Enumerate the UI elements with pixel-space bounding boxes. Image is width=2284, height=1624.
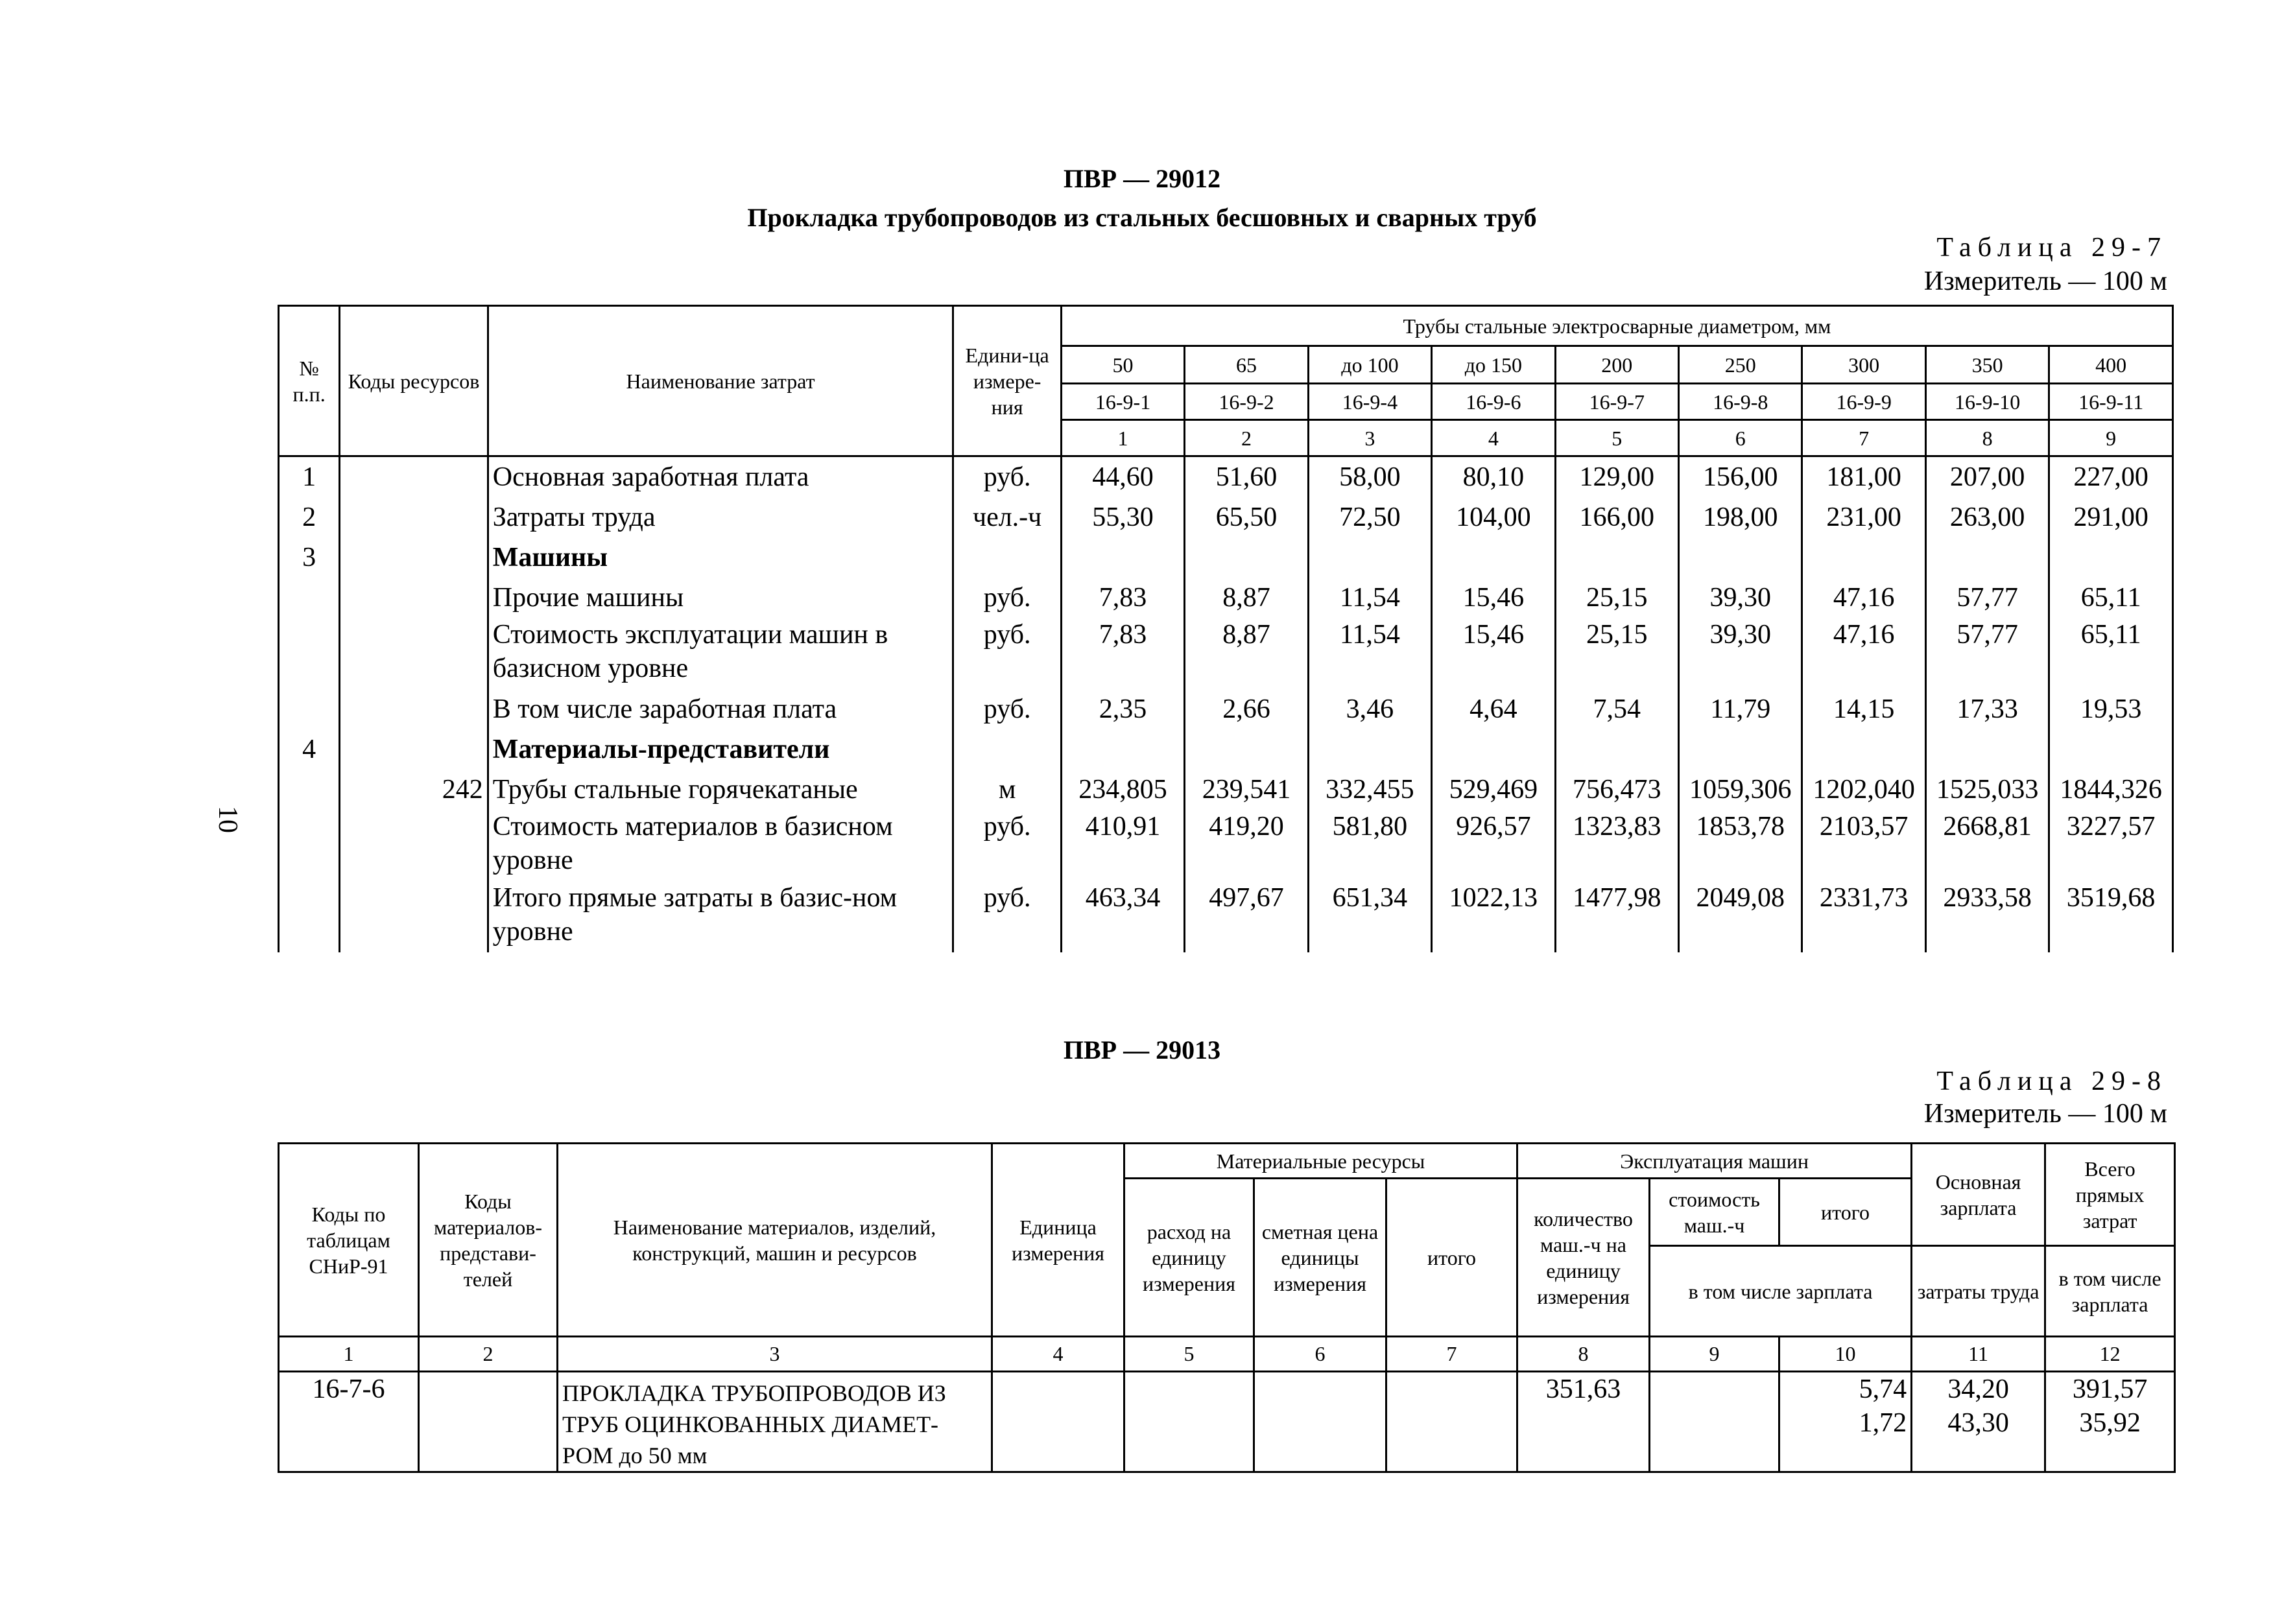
code-cell: 16-9-1: [1061, 384, 1184, 420]
row-number: [283, 618, 335, 689]
row-value: 57,77: [1957, 620, 2018, 650]
row-mat-code: [419, 1372, 558, 1472]
header-codes: Коды ресурсов: [340, 306, 488, 456]
row-resource-code: [344, 457, 483, 497]
row-value: 14,15: [1833, 694, 1895, 724]
row-number: [283, 810, 335, 881]
h2-incl-salary: в том числе зарплата: [2045, 1246, 2175, 1337]
row-value: [1434, 729, 1552, 770]
code-cell: 16-9-8: [1679, 384, 1802, 420]
row-value: [1681, 729, 1800, 770]
row-value: 65,50: [1215, 502, 1278, 532]
row-value: 651,34: [1332, 883, 1408, 913]
col-num: 8: [1925, 420, 2049, 456]
row-name: В том числе заработная плата: [492, 694, 837, 724]
row-resource-code: [344, 497, 483, 537]
row-unit: чел.-ч: [972, 502, 1042, 532]
code-cell: 16-9-9: [1802, 384, 1925, 420]
section-code: ПВР — 29012: [1063, 164, 1221, 193]
row-value: 129,00: [1579, 462, 1655, 492]
col-num: 9: [1650, 1337, 1779, 1372]
row-value: [1558, 537, 1676, 578]
row-value: 51,60: [1215, 462, 1278, 492]
row-value: [2051, 537, 2171, 578]
row-name: Прочие машины: [492, 583, 684, 613]
col-values: [1308, 456, 1431, 953]
row-value: [1928, 537, 2047, 578]
row-value: 2103,57: [1819, 812, 1909, 841]
row-value: 72,50: [1339, 502, 1401, 532]
col-values: [1432, 456, 1555, 953]
row-value: [1681, 537, 1800, 578]
row-resource-code: [344, 537, 483, 578]
row-unit: руб.: [983, 583, 1031, 613]
col-num: 6: [1679, 420, 1802, 456]
row-name: Стоимость эксплуатации машин в базисном уровне: [492, 620, 888, 683]
col-num: 6: [1254, 1337, 1386, 1372]
code-cell: 16-9-10: [1925, 384, 2049, 420]
row-value: 198,00: [1702, 502, 1778, 532]
row-name: Трубы стальные горячекатаные: [492, 775, 858, 805]
row-value: 231,00: [1826, 502, 1901, 532]
row-c10-a: 5,74: [1859, 1374, 1907, 1404]
row-name: Основная заработная плата: [492, 462, 809, 492]
col-values: [1679, 456, 1802, 953]
row-value: [1434, 537, 1552, 578]
row-c10-b: 1,72: [1859, 1408, 1907, 1438]
row-value: [1558, 729, 1676, 770]
row-value: 291,00: [2073, 502, 2148, 532]
row-c12-a: 391,57: [2072, 1374, 2148, 1404]
table-label: Таблица 29-7: [1936, 233, 2167, 263]
row-value: 2331,73: [1819, 883, 1909, 913]
col-num: 8: [1517, 1337, 1650, 1372]
row-value: 25,15: [1586, 620, 1648, 650]
row-value: 55,30: [1092, 502, 1154, 532]
row-value: 8,87: [1222, 620, 1270, 650]
diam-cell: 400: [2049, 346, 2173, 384]
row-value: 1477,98: [1573, 883, 1661, 913]
row-unit: руб.: [983, 883, 1031, 913]
row-value: 529,469: [1449, 775, 1538, 805]
row-name: Затраты труда: [492, 502, 656, 532]
diam-cell: 65: [1185, 346, 1308, 384]
col-values: [1925, 456, 2049, 953]
row-resource-code: [344, 729, 483, 770]
row-number: [283, 881, 335, 952]
h2-consumption: расход на единицу измерения: [1124, 1179, 1254, 1337]
row-number: 2: [302, 502, 316, 532]
row-value: 2,35: [1099, 694, 1147, 724]
h2-total-direct: Всего прямых затрат: [2045, 1144, 2175, 1246]
row-section-heading: Материалы-представители: [492, 735, 830, 764]
row-value: 2049,08: [1696, 883, 1785, 913]
row-value: [1311, 537, 1429, 578]
col-codes: [340, 456, 488, 953]
col-num: 1: [1061, 420, 1184, 456]
row-value: 1323,83: [1573, 812, 1661, 841]
row-value: 463,34: [1085, 883, 1161, 913]
row-value: 15,46: [1462, 583, 1525, 613]
row-value: 7,54: [1593, 694, 1641, 724]
col-num: 3: [558, 1337, 992, 1372]
table-meter: Измеритель — 100 м: [1923, 266, 2167, 296]
row-value: [1064, 729, 1182, 770]
row-value: 65,11: [2080, 620, 2141, 650]
row-unit: руб.: [983, 694, 1031, 724]
row-unit: руб.: [983, 812, 1031, 841]
row-c12: [2045, 1372, 2175, 1472]
section2-code: ПВР — 29013: [1063, 1035, 1221, 1065]
row-section-heading: Машины: [492, 543, 608, 572]
col-num: 1: [279, 1337, 419, 1372]
h2-material-group: Материальные ресурсы: [1124, 1144, 1517, 1179]
col-num: 7: [1386, 1337, 1517, 1372]
col-values: [1802, 456, 1925, 953]
h2-base-salary: Основная зарплата: [1912, 1144, 2045, 1246]
row-number: 1: [302, 462, 316, 492]
row-value: [1187, 729, 1305, 770]
col-values: [1061, 456, 1184, 953]
row-value: 497,67: [1209, 883, 1284, 913]
row-value: 3227,57: [2066, 812, 2156, 841]
row-value: 1059,306: [1689, 775, 1792, 805]
row-resource-code: 242: [442, 775, 483, 805]
row-c7: [1386, 1372, 1517, 1472]
col-names: [488, 456, 953, 953]
h2-machine-salary: в том числе зарплата: [1650, 1246, 1912, 1337]
row-value: 207,00: [1949, 462, 2025, 492]
row-value: 80,10: [1462, 462, 1525, 492]
row-value: 756,473: [1573, 775, 1661, 805]
col-num: 4: [992, 1337, 1124, 1372]
row-value: 1202,040: [1813, 775, 1915, 805]
col-values: [1185, 456, 1308, 953]
row-value: 1022,13: [1449, 883, 1538, 913]
row-value: 8,87: [1222, 583, 1270, 613]
row-value: 239,541: [1202, 775, 1291, 805]
row-name: Итого прямые затраты в базис-ном уровне: [492, 883, 898, 947]
row-unit: [958, 537, 1056, 578]
row-value: 4,64: [1469, 694, 1517, 724]
row-value: 19,53: [2080, 694, 2142, 724]
row-c11-b: 43,30: [1947, 1408, 2009, 1438]
row-unit: [958, 729, 1056, 770]
row-value: 11,79: [1710, 694, 1771, 724]
h2-unit: Единица измерения: [992, 1144, 1124, 1337]
row-name: ПРОКЛАДКА ТРУБОПРОВОДОВ ИЗ ТРУБ ОЦИНКОВАННЫХ ДИАМЕТ-РОМ до 50 мм: [558, 1372, 992, 1472]
row-name: Стоимость материалов в базисном уровне: [492, 812, 893, 875]
col-numbers: [279, 456, 340, 953]
col-num: 10: [1779, 1337, 1912, 1372]
row-value: 332,455: [1326, 775, 1414, 805]
table2-label: Таблица 29-8: [1936, 1066, 2167, 1096]
row-value: 39,30: [1709, 583, 1771, 613]
h2-machine-cost: стоимость маш.-ч: [1650, 1179, 1779, 1246]
col-num: 5: [1555, 420, 1678, 456]
row-value: 25,15: [1586, 583, 1648, 613]
col-num: 4: [1432, 420, 1555, 456]
row-value: [1804, 537, 1923, 578]
row-value: [2051, 729, 2171, 770]
row-value: 1525,033: [1936, 775, 2039, 805]
h2-machine-total: итого: [1779, 1179, 1912, 1246]
col-num: 2: [419, 1337, 558, 1372]
diam-cell: 300: [1802, 346, 1925, 384]
row-value: 17,33: [1957, 694, 2018, 724]
code-cell: 16-9-11: [2049, 384, 2173, 420]
row-value: 156,00: [1702, 462, 1778, 492]
header-num: № п.п.: [279, 306, 340, 456]
table-body: [279, 456, 2173, 953]
row-value: 47,16: [1833, 583, 1895, 613]
row-value: 44,60: [1092, 462, 1154, 492]
col-num: 5: [1124, 1337, 1254, 1372]
resource-table-29-8: [278, 1142, 2176, 1473]
row-resource-code: [344, 618, 483, 689]
row-value: 7,83: [1099, 583, 1147, 613]
row-number: [283, 689, 335, 729]
row-value: 104,00: [1456, 502, 1531, 532]
row-unit: [992, 1372, 1124, 1472]
row-value: 7,83: [1099, 620, 1147, 650]
row-number: [283, 578, 335, 618]
row-value: 234,805: [1078, 775, 1167, 805]
diam-cell: 350: [1925, 346, 2049, 384]
row-c12-b: 35,92: [2079, 1408, 2141, 1438]
row-c9: [1650, 1372, 1779, 1472]
code-cell: 16-9-6: [1432, 384, 1555, 420]
row-value: 2668,81: [1943, 812, 2032, 841]
header-unit: Едини-ца измере-ния: [953, 306, 1061, 456]
header-group: Трубы стальные электросварные диаметром, мм: [1061, 306, 2172, 346]
code-cell: 16-9-7: [1555, 384, 1678, 420]
h2-machine-group: Эксплуатация машин: [1517, 1144, 1912, 1179]
row-value: 57,77: [1957, 583, 2018, 613]
diam-cell: 50: [1061, 346, 1184, 384]
col-num: 12: [2045, 1337, 2175, 1372]
row-value: 1844,326: [2060, 775, 2162, 805]
row-value: 47,16: [1833, 620, 1895, 650]
h2-labor: затраты труда: [1912, 1246, 2045, 1337]
row-c11-a: 34,20: [1947, 1374, 2009, 1404]
diam-cell: до 150: [1432, 346, 1555, 384]
h2-codes-snip: Коды по таблицам СНиР-91: [279, 1144, 419, 1337]
col-num: 9: [2049, 420, 2173, 456]
row-value: 227,00: [2073, 462, 2148, 492]
row-c6: [1254, 1372, 1386, 1472]
col-values: [1555, 456, 1678, 953]
diam-cell: 200: [1555, 346, 1678, 384]
code-cell: 16-9-4: [1308, 384, 1431, 420]
row-value: 926,57: [1456, 812, 1531, 841]
diam-cell: до 100: [1308, 346, 1431, 384]
row-c5: [1124, 1372, 1254, 1472]
row-value: 11,54: [1339, 620, 1400, 650]
row-c10: [1779, 1372, 1912, 1472]
row-value: 39,30: [1709, 620, 1771, 650]
row-value: 2,66: [1222, 694, 1270, 724]
code-cell: 16-9-2: [1185, 384, 1308, 420]
row-number: 3: [302, 543, 316, 572]
col-num: 11: [1912, 1337, 2045, 1372]
row-value: 410,91: [1085, 812, 1161, 841]
row-resource-code: [344, 810, 483, 881]
row-value: 263,00: [1949, 502, 2025, 532]
row-value: 15,46: [1462, 620, 1525, 650]
h2-material-total: итого: [1386, 1179, 1517, 1337]
row-value: [1311, 729, 1429, 770]
row-value: [1928, 729, 2047, 770]
row-code: 16-7-6: [279, 1372, 419, 1472]
col-values: [2049, 456, 2173, 953]
table2-meter: Измеритель — 100 м: [1923, 1099, 2167, 1129]
t2-column-number-row: [279, 1337, 2175, 1372]
header-name: Наименование затрат: [488, 306, 953, 456]
col-num: 2: [1185, 420, 1308, 456]
row-value: 65,11: [2080, 583, 2141, 613]
row-resource-code: [344, 578, 483, 618]
h2-machine-hours: количество маш.-ч на единицу измерения: [1517, 1179, 1650, 1337]
h2-name: Наименование материалов, изделий, конструкций, машин и ресурсов: [558, 1144, 992, 1337]
row-unit: м: [998, 775, 1016, 805]
h2-codes-mat: Коды материалов-представи-телей: [419, 1144, 558, 1337]
row-value: 581,80: [1332, 812, 1408, 841]
table-row: [279, 1372, 2175, 1472]
diam-cell: 250: [1679, 346, 1802, 384]
row-value: [1804, 729, 1923, 770]
row-value: 181,00: [1826, 462, 1901, 492]
row-number: 4: [302, 735, 316, 764]
row-value: [1064, 537, 1182, 578]
row-number: [283, 770, 335, 810]
row-value: 58,00: [1339, 462, 1401, 492]
page-number: 10: [213, 806, 243, 833]
resource-table-29-7: [278, 305, 2174, 952]
row-unit: руб.: [983, 462, 1031, 492]
row-value: 11,54: [1339, 583, 1400, 613]
row-resource-code: [344, 689, 483, 729]
row-value: 3,46: [1346, 694, 1394, 724]
col-units: [953, 456, 1061, 953]
row-c11: [1912, 1372, 2045, 1472]
row-value: 1853,78: [1696, 812, 1785, 841]
row-resource-code: [344, 881, 483, 952]
row-value: 419,20: [1209, 812, 1284, 841]
col-num: 3: [1308, 420, 1431, 456]
row-value: 3519,68: [2066, 883, 2156, 913]
row-value: 166,00: [1579, 502, 1655, 532]
section-title: Прокладка трубопроводов из стальных бесшовных и сварных труб: [747, 203, 1537, 232]
row-unit: руб.: [983, 620, 1031, 650]
row-c8: 351,63: [1517, 1372, 1650, 1472]
col-num: 7: [1802, 420, 1925, 456]
h2-unit-price: сметная цена единицы измерения: [1254, 1179, 1386, 1337]
row-value: 2933,58: [1943, 883, 2032, 913]
row-value: [1187, 537, 1305, 578]
